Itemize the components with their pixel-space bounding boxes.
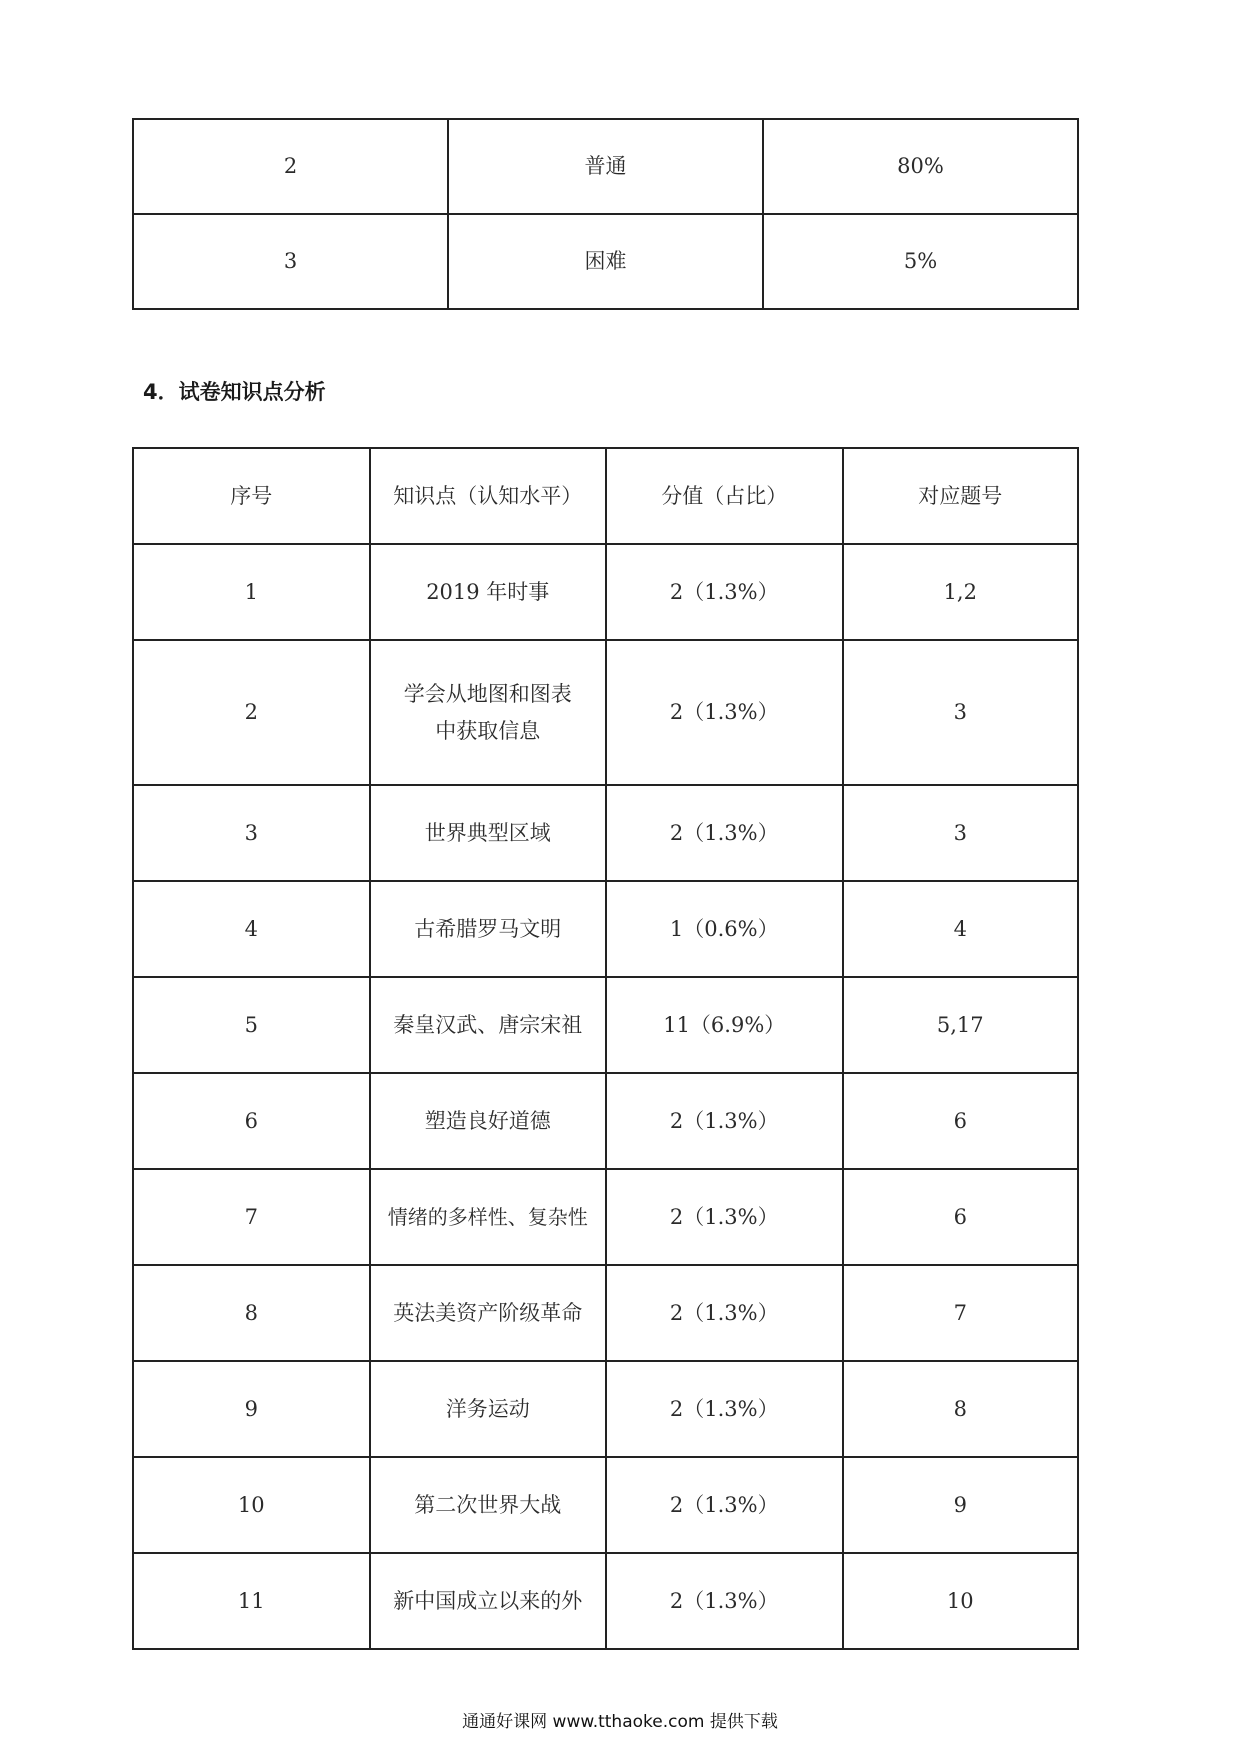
row-no: 4: [133, 881, 370, 977]
difficulty-no: 2: [133, 119, 448, 214]
knowledge-point: 2019 年时事: [370, 544, 607, 640]
knowledge-point: 世界典型区域: [370, 785, 607, 881]
question-numbers: 3: [843, 785, 1079, 881]
question-numbers: 6: [843, 1169, 1079, 1265]
page-footer: 通通好课网 www.tthaoke.com 提供下载: [462, 1712, 778, 1732]
knowledge-point: 洋务运动: [370, 1361, 607, 1457]
table-header-row: [133, 448, 1078, 544]
score: 2（1.3%）: [606, 1265, 843, 1361]
score: 2（1.3%）: [606, 1169, 843, 1265]
question-numbers: 7: [843, 1265, 1079, 1361]
question-numbers: 1,2: [843, 544, 1079, 640]
row-no: 11: [133, 1553, 370, 1649]
row-no: 10: [133, 1457, 370, 1553]
knowledge-point: 古希腊罗马文明: [370, 881, 607, 977]
table-row: [133, 1553, 1078, 1649]
row-no: 1: [133, 544, 370, 640]
table-row: [133, 640, 1078, 785]
difficulty-level: 普通: [448, 119, 763, 214]
score: 11（6.9%）: [606, 977, 843, 1073]
question-numbers: 10: [843, 1553, 1079, 1649]
score: 2（1.3%）: [606, 640, 843, 785]
difficulty-level: 困难: [448, 214, 763, 309]
knowledge-point: 塑造良好道德: [370, 1073, 607, 1169]
knowledge-point: 第二次世界大战: [370, 1457, 607, 1553]
table-row: [133, 1073, 1078, 1169]
score: 2（1.3%）: [606, 1361, 843, 1457]
score: 1（0.6%）: [606, 881, 843, 977]
difficulty-table: [132, 118, 1079, 310]
knowledge-point: 学会从地图和图表中获取信息: [370, 640, 607, 785]
row-no: 3: [133, 785, 370, 881]
question-numbers: 3: [843, 640, 1079, 785]
knowledge-point: 秦皇汉武、唐宗宋祖: [370, 977, 607, 1073]
table-row: [133, 1169, 1078, 1265]
row-no: 5: [133, 977, 370, 1073]
score: 2（1.3%）: [606, 544, 843, 640]
score: 2（1.3%）: [606, 785, 843, 881]
row-no: 7: [133, 1169, 370, 1265]
table-row: [133, 214, 1078, 309]
row-no: 2: [133, 640, 370, 785]
knowledge-point: 新中国成立以来的外: [370, 1553, 607, 1649]
question-numbers: 4: [843, 881, 1079, 977]
table-row: [133, 1361, 1078, 1457]
table-row: [133, 119, 1078, 214]
table-row: [133, 977, 1078, 1073]
table-row: [133, 544, 1078, 640]
table-row: [133, 785, 1078, 881]
knowledge-point: 英法美资产阶级革命: [370, 1265, 607, 1361]
row-no: 8: [133, 1265, 370, 1361]
knowledge-point: 情绪的多样性、复杂性: [370, 1169, 607, 1265]
column-header: 序号: [133, 448, 370, 544]
question-numbers: 6: [843, 1073, 1079, 1169]
column-header: 对应题号: [843, 448, 1079, 544]
question-numbers: 9: [843, 1457, 1079, 1553]
table-row: [133, 1457, 1078, 1553]
column-header: 分值（占比）: [606, 448, 843, 544]
difficulty-ratio: 80%: [763, 119, 1078, 214]
column-header: 知识点（认知水平）: [370, 448, 607, 544]
row-no: 9: [133, 1361, 370, 1457]
score: 2（1.3%）: [606, 1073, 843, 1169]
row-no: 6: [133, 1073, 370, 1169]
table-row: [133, 1265, 1078, 1361]
difficulty-ratio: 5%: [763, 214, 1078, 309]
score: 2（1.3%）: [606, 1553, 843, 1649]
score: 2（1.3%）: [606, 1457, 843, 1553]
question-numbers: 5,17: [843, 977, 1079, 1073]
section-heading: 4．试卷知识点分析: [143, 380, 326, 404]
knowledge-point-table: [132, 447, 1079, 1650]
question-numbers: 8: [843, 1361, 1079, 1457]
difficulty-no: 3: [133, 214, 448, 309]
table-row: [133, 881, 1078, 977]
